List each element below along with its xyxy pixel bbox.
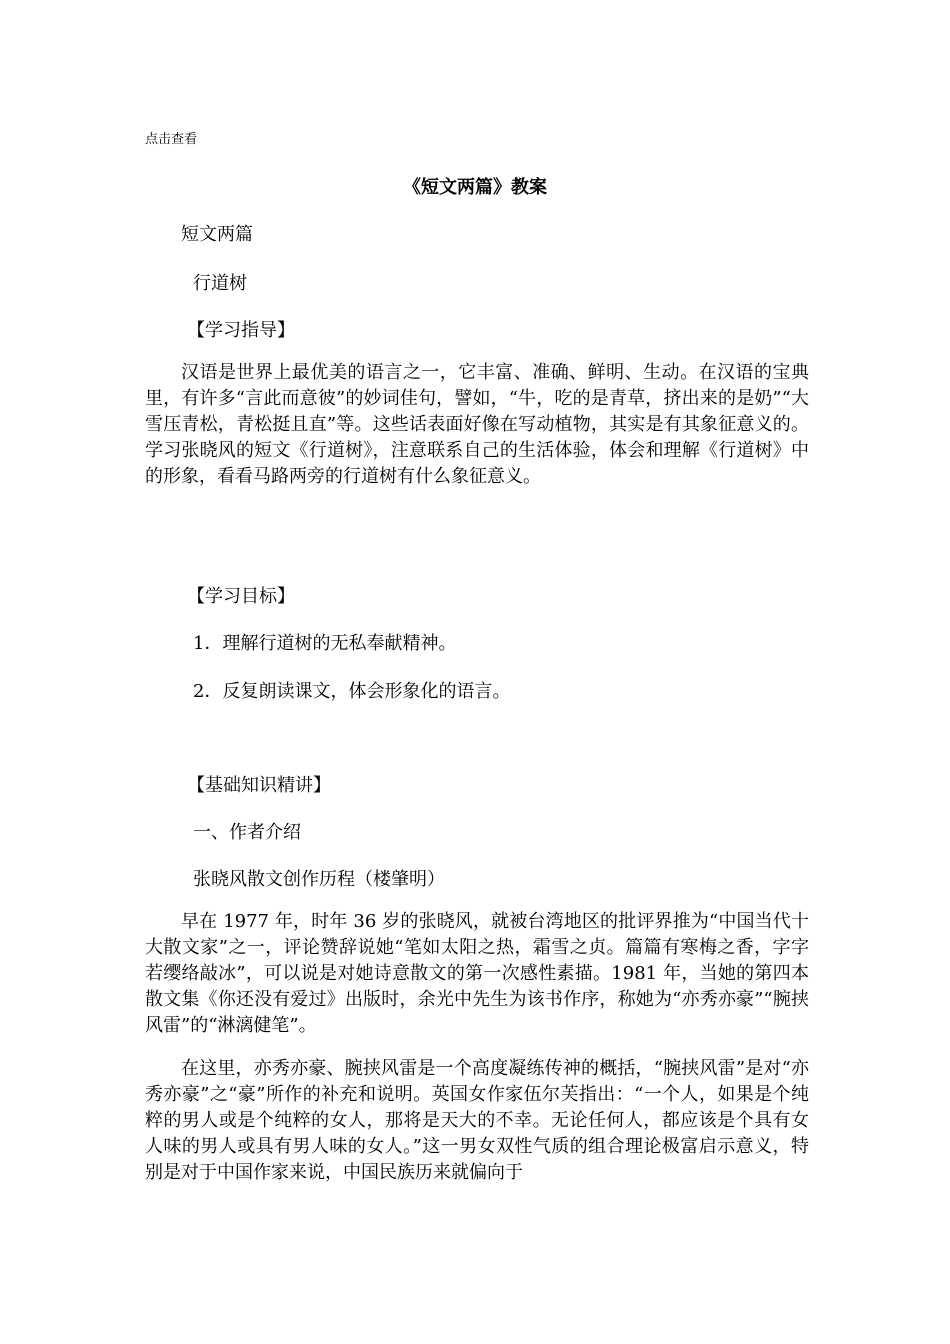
lesson-name: 行道树 (193, 273, 247, 294)
goal-item: 1．理解行道树的无私奉献精神。 (193, 633, 457, 654)
subtitle: 短文两篇 (181, 224, 253, 245)
article-title: 张晓风散文创作历程（楼肇明） (193, 869, 445, 890)
knowledge-paragraph: 在这里，亦秀亦豪、腕挟风雷是一个高度凝练传神的概括，“腕挟风雷”是对“亦秀亦豪”之“豪”所作的补充和说明。英国女作家伍尔芙指出：“一个人，如果是个纯粹的男人或是个纯粹的女人，那将是天大的不幸。无论任何人，都应该是个具有女人味的男人或具有男人味的女人。”这一男女双性气质的组合理论极富启示意义，特别是对于中国作家来说，中国民族历来就偏向于 (145, 1058, 809, 1183)
view-link[interactable]: 点击查看 (145, 132, 198, 147)
author-intro-heading: 一、作者介绍 (193, 822, 301, 843)
section-heading-knowledge: 【基础知识精讲】 (187, 775, 331, 796)
goal-item: 2．反复朗读课文，体会形象化的语言。 (193, 681, 511, 702)
section-heading-goals: 【学习目标】 (187, 586, 295, 607)
knowledge-paragraph: 早在 1977 年，时年 36 岁的张晓风，就被台湾地区的批评界推为“中国当代十大散文家”之一，评论赞辞说她“笔如太阳之热，霜雪之贞。篇篇有寒梅之香，字字若缨络敲冰”，可以说是对她诗意散文的第一次感性素描。1981 年，当她的第四本散文集《你还没有爱过》出版时，余光中先生为该书作序，称她为“亦秀亦豪”“腕挟风雷”的“淋漓健笔”。 (145, 911, 809, 1036)
document-title: 《短文两篇》教案 (403, 177, 547, 198)
section-heading-guide: 【学习指导】 (187, 320, 295, 341)
guide-paragraph: 汉语是世界上最优美的语言之一，它丰富、准确、鲜明、生动。在汉语的宝典里，有许多“言此而意彼”的妙词佳句，譬如，“牛，吃的是青草，挤出来的是奶”“大雪压青松，青松挺且直”等。这些话表面好像在写动植物，其实是有其象征意义的。学习张晓风的短文《行道树》，注意联系自己的生活体验，体会和理解《行道树》中的形象，看看马路两旁的行道树有什么象征意义。 (145, 362, 809, 487)
